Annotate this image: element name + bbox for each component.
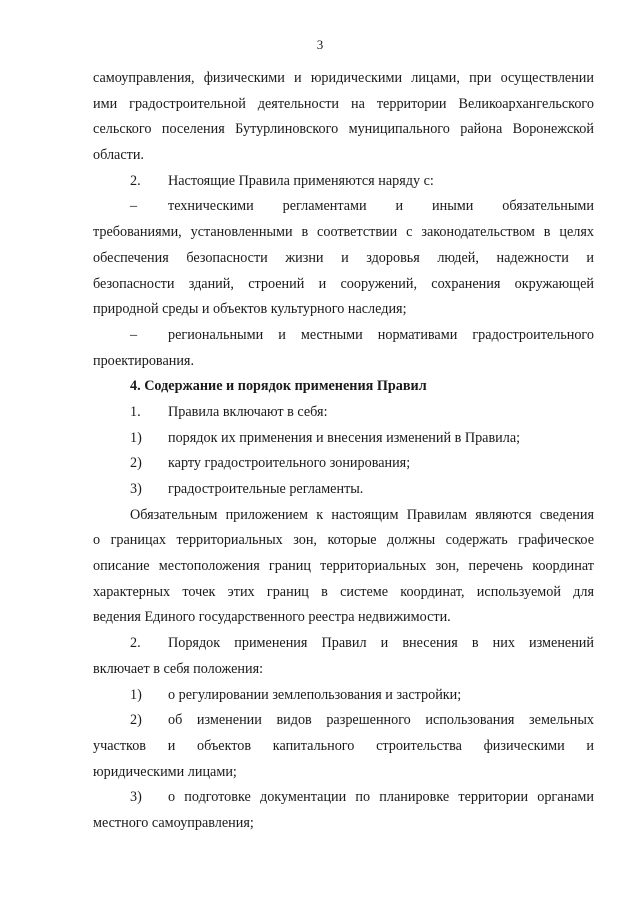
- text-line: [93, 169, 594, 195]
- list-marker: 1.: [130, 403, 141, 420]
- line-text: включает в себя положения:: [93, 660, 264, 677]
- line-text: ими градостроительной деятельности на территории Великоархангельского: [93, 95, 594, 112]
- list-marker: 3): [130, 789, 142, 806]
- line-text: градостроительные регламенты.: [168, 481, 364, 497]
- line-text: 4. Содержание и порядок применения Правил: [130, 378, 427, 395]
- line-text: о регулировании землепользования и застройки;: [168, 686, 462, 703]
- text-line: [93, 349, 594, 375]
- line-text: обеспечения безопасности жизни и здоровья людей, надежности и: [93, 249, 594, 266]
- text-line: [93, 66, 594, 92]
- text-line: [93, 811, 594, 837]
- page-number: 3: [316, 37, 324, 52]
- line-text: природной среды и объектов культурного наследия;: [93, 301, 407, 318]
- text-line: [93, 323, 594, 349]
- text-line: [93, 400, 594, 426]
- line-text: о границах территориальных зон, которые должны содержать графическое: [93, 532, 594, 549]
- list-marker: –: [130, 198, 138, 215]
- text-line: [93, 143, 594, 169]
- line-text: Порядок применения Правил и внесения в них изменений: [168, 635, 594, 652]
- line-text: безопасности зданий, строений и сооружений, сохранения окружающей: [93, 275, 594, 292]
- line-text: о подготовке документации по планировке территории органами: [168, 789, 594, 806]
- line-text: самоуправления, физическими и юридическими лицами, при осуществлении: [93, 70, 594, 86]
- line-text: юридическими лицами;: [93, 763, 237, 780]
- text-line: [93, 760, 594, 786]
- line-text: региональными и местными нормативами градостроительного: [168, 326, 594, 343]
- text-line: [93, 528, 594, 554]
- text-line: [93, 631, 594, 657]
- text-line: [93, 426, 594, 452]
- text-line: [93, 117, 594, 143]
- text-line: [93, 297, 594, 323]
- line-text: характерных точек этих границ в системе координат, используемой для: [93, 583, 594, 600]
- line-text: местного самоуправления;: [93, 814, 254, 831]
- list-marker: –: [130, 326, 138, 343]
- line-text: требованиями, установленными в соответствии с законодательством в целях: [93, 224, 594, 241]
- text-line: [93, 220, 594, 246]
- text-line: [93, 503, 594, 529]
- text-line: [93, 683, 594, 709]
- text-line: [93, 734, 594, 760]
- line-text: техническими регламентами и иными обязательными: [168, 198, 594, 215]
- line-text: Обязательным приложением к настоящим Правилам являются сведения: [130, 506, 594, 523]
- line-text: области.: [93, 147, 144, 164]
- text-line: [93, 605, 594, 631]
- text-line: [93, 194, 594, 220]
- line-text: сельского поселения Бутурлиновского муниципального района Воронежской: [93, 121, 594, 138]
- list-marker: 1): [130, 686, 142, 703]
- list-marker: 2.: [130, 635, 141, 652]
- list-marker: 2): [130, 712, 142, 729]
- text-line: [93, 708, 594, 734]
- text-line: [93, 554, 594, 580]
- line-text: ведения Единого государственного реестра недвижимости.: [93, 609, 451, 626]
- text-line: [93, 657, 594, 683]
- line-text: проектирования.: [93, 352, 195, 369]
- text-line: [93, 451, 594, 477]
- line-text: порядок их применения и внесения изменений в Правила;: [168, 429, 521, 446]
- line-text: об изменении видов разрешенного использования земельных: [168, 712, 594, 729]
- section-heading: [93, 374, 594, 400]
- document-body: [93, 66, 594, 837]
- line-text: карту градостроительного зонирования;: [168, 455, 411, 472]
- line-text: описание местоположения границ территориальных зон, перечень координат: [93, 558, 594, 575]
- line-text: Настоящие Правила применяются наряду с:: [168, 172, 434, 189]
- line-text: Правила включают в себя:: [168, 403, 328, 420]
- text-line: [93, 272, 594, 298]
- text-line: [93, 580, 594, 606]
- list-marker: 2.: [130, 172, 141, 189]
- text-line: [93, 92, 594, 118]
- text-line: [93, 246, 594, 272]
- text-line: [93, 785, 594, 811]
- list-marker: 2): [130, 455, 142, 472]
- list-marker: 1): [130, 429, 142, 446]
- list-marker: 3): [130, 481, 142, 497]
- text-line: [93, 477, 594, 503]
- line-text: участков и объектов капитального строительства физическими и: [93, 737, 594, 754]
